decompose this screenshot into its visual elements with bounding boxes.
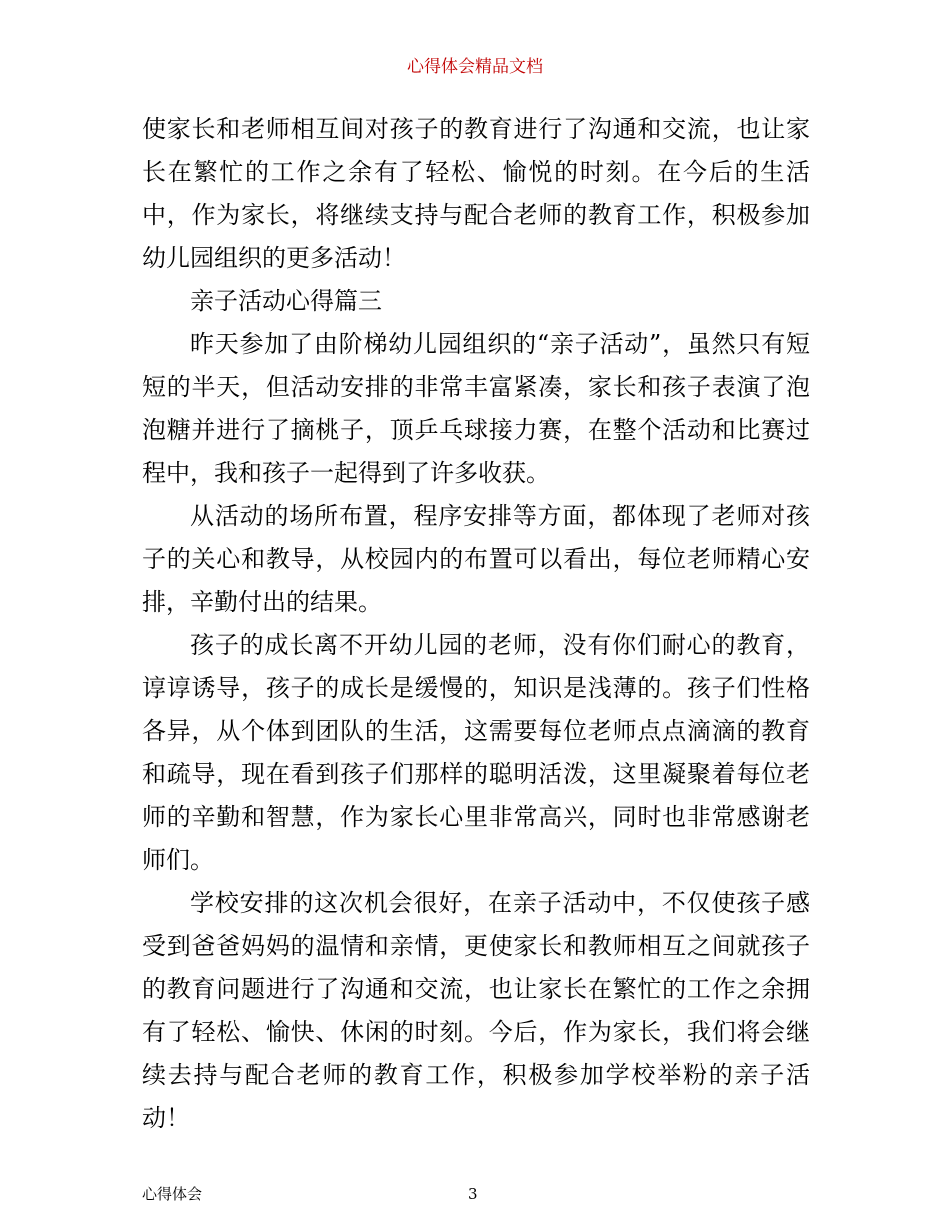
paragraph: 昨天参加了由阶梯幼儿园组织的“亲子活动”，虽然只有短短的半天，但活动安排的非常丰富紧凑，家长和孩子表演了泡泡糖并进行了摘桃子，顶乒乓球接力赛，在整个活动和比赛过程中，我和孩子一起得到了许多收获。: [142, 330, 810, 487]
page-number: 3: [468, 1185, 478, 1203]
header-title: 心得体会精品文档: [407, 57, 543, 77]
footer-label: 心得体会: [142, 1185, 203, 1203]
page-footer: [142, 1183, 810, 1205]
page-header: [0, 56, 950, 78]
paragraph-continued: 使家长和老师相互间对孩子的教育进行了沟通和交流，也让家长在繁忙的工作之余有了轻松、愉悦的时刻。在今后的生活中，作为家长，将继续支持与配合老师的教育工作，积极参加幼儿园组织的更多活动！: [142, 115, 810, 272]
document-body: [142, 108, 810, 1140]
paragraph: 孩子的成长离不开幼儿园的老师，没有你们耐心的教育，谆谆诱导，孩子的成长是缓慢的，知识是浅薄的。孩子们性格各异，从个体到团队的生活，这需要每位老师点点滴滴的教育和疏导，现在看到孩子们那样的聪明活泼，这里凝聚着每位老师的辛勤和智慧，作为家长心里非常高兴，同时也非常感谢老师们。: [142, 631, 810, 874]
section-heading: 亲子活动心得篇三: [190, 287, 382, 315]
paragraph: 从活动的场所布置，程序安排等方面，都体现了老师对孩子的关心和教导，从校园内的布置可以看出，每位老师精心安排，辛勤付出的结果。: [142, 502, 810, 616]
paragraph: 学校安排的这次机会很好，在亲子活动中，不仅使孩子感受到爸爸妈妈的温情和亲情，更使家长和教师相互之间就孩子的教育问题进行了沟通和交流，也让家长在繁忙的工作之余拥有了轻松、愉快、休闲的时刻。今后，作为家长，我们将会继续去持与配合老师的教育工作，积极参加学校举粉的亲子活动！: [142, 889, 810, 1132]
